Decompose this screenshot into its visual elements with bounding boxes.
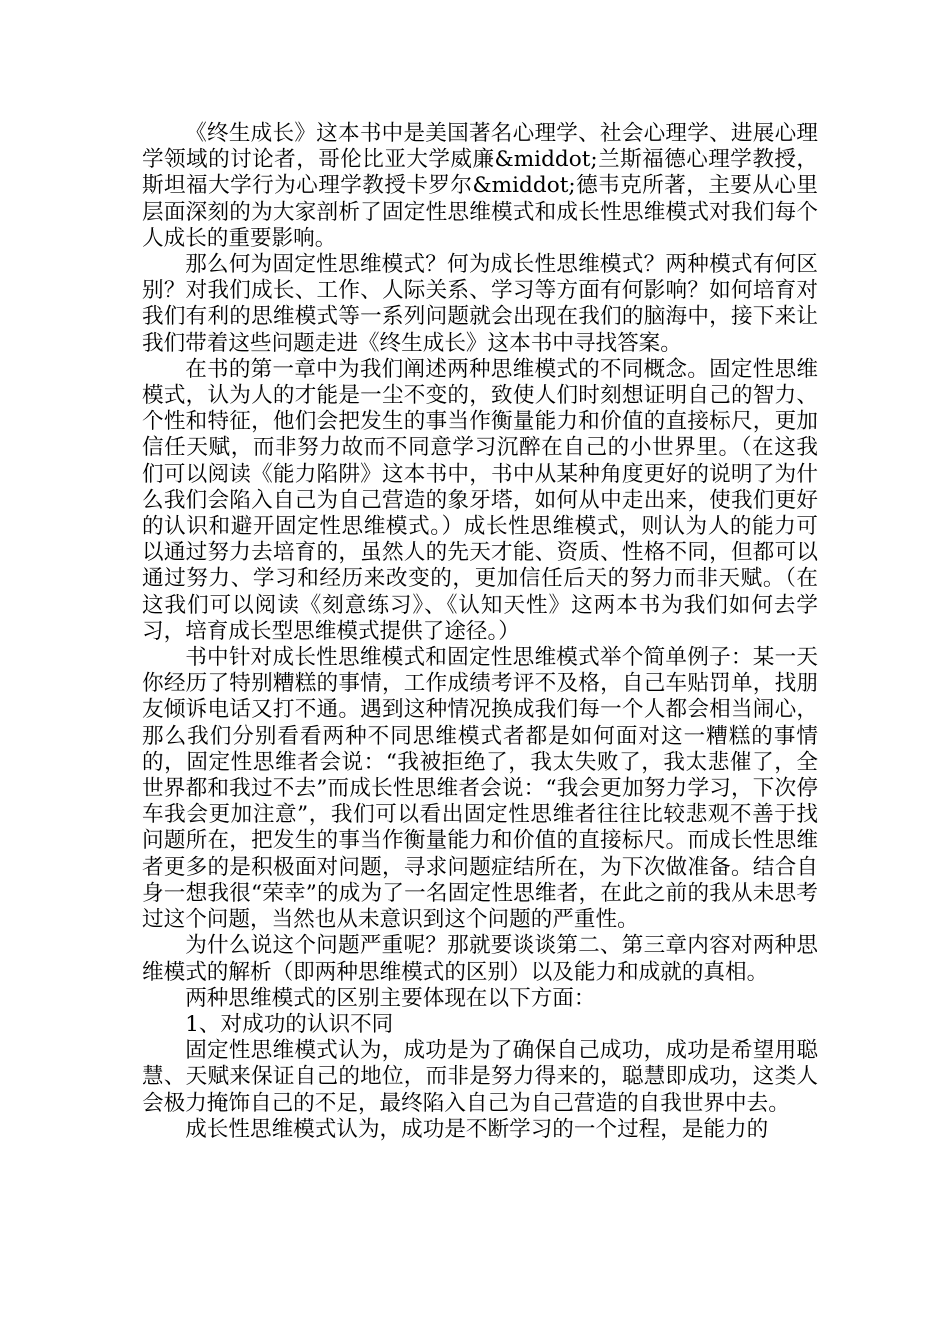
paragraph-why-serious: 为什么说这个问题严重呢？那就要谈谈第二、第三章内容对两种思维模式的解析（即两种思维模式的区别）以及能力和成就的真相。 [142,933,818,985]
paragraph-fixed-mindset-success: 固定性思维模式认为，成功是为了确保自己成功，成功是希望用聪慧、天赋来保证自己的地位，而非是努力得来的，聪慧即成功，这类人会极力掩饰自己的不足，最终陷入自己为自己营造的自我世界中去。 [142,1038,818,1116]
paragraph-book-introduction: 《终生成长》这本书中是美国著名心理学、社会心理学、进展心理学领域的讨论者，哥伦比亚大学威廉&middot;兰斯福德心理学教授，斯坦福大学行为心理学教授卡罗尔&middot;德韦克所著，主要从心里层面深刻的为大家剖析了固定性思维模式和成长性思维模式对我们每个人成长的重要影响。 [142,121,818,251]
paragraph-growth-mindset-success: 成长性思维模式认为，成功是不断学习的一个过程，是能力的 [185,1116,769,1142]
paragraph-questions: 那么何为固定性思维模式？何为成长性思维模式？两种模式有何区别？对我们成长、工作、人际关系、学习等方面有何影响？如何培育对我们有利的思维模式等一系列问题就会出现在我们的脑海中，接下来让我们带着这些问题走进《终生成长》这本书中寻找答案。 [142,252,818,356]
paragraph-example: 书中针对成长性思维模式和固定性思维模式举个简单例子：某一天你经历了特别糟糕的事情，工作成绩考评不及格，自己车贴罚单，找朋友倾诉电话又打不通。遇到这种情况换成我们每一个人都会相当闹心，那么我们分别看看两种不同思维模式者都是如何面对这一糟糕的事情的，固定性思维者会说：“我被拒绝了，我太失败了，我太悲催了，全世界都和我过不去”而成长性思维者会说：“我会更加努力学习，下次停车我会更加注意”，我们可以看出固定性思维者往往比较悲观不善于找问题所在，把发生的事当作衡量能力和价值的直接标尺。而成长性思维者更多的是积极面对问题，寻求问题症结所在，为下次做准备。结合自身一想我很“荣幸”的成为了一名固定性思维者，在此之前的我从未思考过这个问题，当然也从未意识到这个问题的严重性。 [142,645,818,933]
paragraph-chapter-one: 在书的第一章中为我们阐述两种思维模式的不同概念。固定性思维模式，认为人的才能是一尘不变的，致使人们时刻想证明自己的智力、个性和特征，他们会把发生的事当作衡量能力和价值的直接标尺，更加信任天赋，而非努力故而不同意学习沉醉在自己的小世界里。（在这我们可以阅读《能力陷阱》这本书中，书中从某种角度更好的说明了为什么我们会陷入自己为自己营造的象牙塔，如何从中走出来，使我们更好的认识和避开固定性思维模式。）成长性思维模式，则认为人的能力可以通过努力去培育的，虽然人的先天才能、资质、性格不同，但都可以通过努力、学习和经历来改变的，更加信任后天的努力而非天赋。（在这我们可以阅读《刻意练习》、《认知天性》这两本书为我们如何去学习，培育成长型思维模式提供了途径。） [142,356,818,644]
paragraph-differences-intro: 两种思维模式的区别主要体现在以下方面： [185,985,596,1011]
document-body [142,121,818,1143]
section-heading-success: 1、对成功的认识不同 [185,1011,394,1037]
